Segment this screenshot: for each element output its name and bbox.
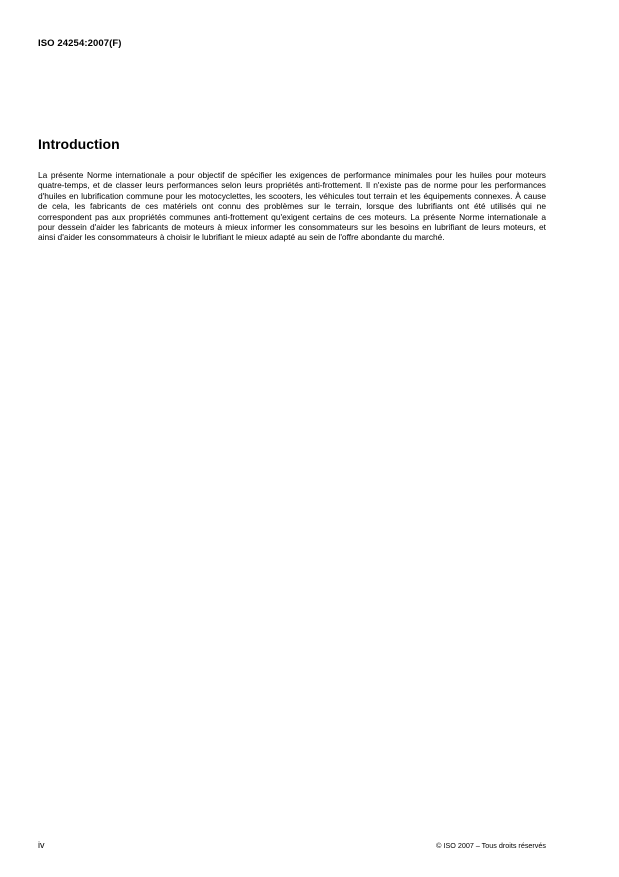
copyright-notice: © ISO 2007 – Tous droits réservés	[436, 841, 546, 850]
section-title: Introduction	[38, 136, 120, 152]
document-id: ISO 24254:2007(F)	[38, 38, 122, 49]
page-number: iv	[38, 840, 45, 850]
introduction-paragraph: La présente Norme internationale a pour objectif de spécifier les exigences de performance minimales pour les huiles pour moteurs quatre-temps, et de classer leurs performances selon leurs propriétés anti-frottement. Il n'existe pas de norme pour les performances d'huiles en lubrification commune pour les motocyclettes, les scooters, les véhicules tout terrain et les équipements connexes. À cause de cela, les fabricants de ces matériels ont connu des problèmes sur le terrain, lorsque des lubrifiants ont été utilisés qui ne correspondent pas aux propriétés communes anti-frottement qu'exigent certains de ces moteurs. La présente Norme internationale a pour dessein d'aider les fabricants de moteurs à mieux informer les consommateurs sur les besoins en lubrifiant de leurs moteurs, et ainsi d'aider les consommateurs à choisir le lubrifiant le mieux adapté au sein de l'offre abondante du marché.	[38, 170, 546, 243]
